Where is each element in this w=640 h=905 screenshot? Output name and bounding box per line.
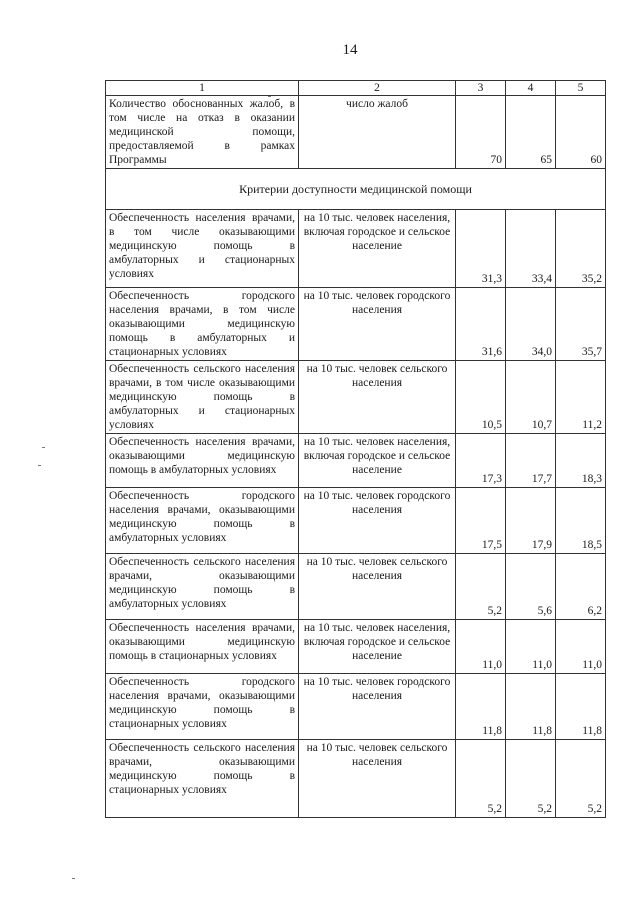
value-cell-col4: 33,4 <box>506 210 556 288</box>
unit-cell: на 10 тыс. человек сельского населения <box>299 554 456 620</box>
scan-speck <box>38 465 41 466</box>
value-cell-col4: 11,8 <box>506 674 556 740</box>
value-cell-col5: 35,7 <box>556 288 606 361</box>
unit-cell: на 10 тыс. человек сельского населения <box>299 361 456 434</box>
indicator-name-cell: Обеспеченность сельского населения врачами, оказывающими медицинскую помощь в стационарных условиях <box>106 740 299 818</box>
scan-speck <box>268 96 271 97</box>
column-header-2: 2 <box>299 81 456 96</box>
table-row <box>106 488 606 554</box>
value-cell-col4: 10,7 <box>506 361 556 434</box>
value-cell-col3: 17,5 <box>456 488 506 554</box>
value-cell-col4: 65 <box>506 96 556 169</box>
value-cell-col3: 11,8 <box>456 674 506 740</box>
value-cell-col3: 31,6 <box>456 288 506 361</box>
value-cell-col3: 17,3 <box>456 434 506 488</box>
value-cell-col5: 60 <box>556 96 606 169</box>
table-row <box>106 96 606 169</box>
table-row <box>106 620 606 674</box>
value-cell-col5: 11,8 <box>556 674 606 740</box>
table-header-row <box>106 81 606 96</box>
indicator-name-cell: Обеспеченность населения врачами, оказывающими медицинскую помощь в амбулаторных условиях <box>106 434 299 488</box>
unit-cell: на 10 тыс. человек городского населения <box>299 488 456 554</box>
value-cell-col4: 17,9 <box>506 488 556 554</box>
page-number: 14 <box>342 42 358 58</box>
column-header-1: 1 <box>106 81 299 96</box>
unit-cell: на 10 тыс. человек населения, включая городское и сельское население <box>299 620 456 674</box>
value-cell-col4: 11,0 <box>506 620 556 674</box>
section-title: Критерии доступности медицинской помощи <box>106 169 606 210</box>
table-row <box>106 740 606 818</box>
indicator-name-cell: Обеспеченность сельского населения врачами, в том числе оказывающими медицинскую помощь в амбулаторных и стационарных условиях <box>106 361 299 434</box>
value-cell-col3: 11,0 <box>456 620 506 674</box>
indicator-name-cell: Количество обоснованных жалоб, в том числе на отказ в оказании медицинской помощи, предоставляемой в рамках Программы <box>106 96 299 169</box>
table-body <box>106 81 606 818</box>
value-cell-col5: 6,2 <box>556 554 606 620</box>
column-header-3: 3 <box>456 81 506 96</box>
value-cell-col4: 17,7 <box>506 434 556 488</box>
unit-cell: на 10 тыс. человек городского населения <box>299 288 456 361</box>
table-row <box>106 434 606 488</box>
scan-speck <box>72 878 75 879</box>
value-cell-col5: 35,2 <box>556 210 606 288</box>
value-cell-col3: 5,2 <box>456 740 506 818</box>
unit-cell: на 10 тыс. человек населения, включая городское и сельское население <box>299 210 456 288</box>
indicator-name-cell: Обеспеченность городского населения врачами, оказывающими медицинскую помощь в амбулаторных условиях <box>106 488 299 554</box>
table-row <box>106 288 606 361</box>
table-row <box>106 554 606 620</box>
indicator-name-cell: Обеспеченность населения врачами, оказывающими медицинскую помощь в стационарных условиях <box>106 620 299 674</box>
scan-speck <box>42 447 45 448</box>
unit-cell: на 10 тыс. человек населения, включая городское и сельское население <box>299 434 456 488</box>
section-header-row <box>106 169 606 210</box>
value-cell-col4: 34,0 <box>506 288 556 361</box>
value-cell-col5: 5,2 <box>556 740 606 818</box>
value-cell-col5: 11,0 <box>556 620 606 674</box>
indicator-name-cell: Обеспеченность городского населения врачами, в том числе оказывающими медицинскую помощь в амбулаторных и стационарных условиях <box>106 288 299 361</box>
indicator-name-cell: Обеспеченность сельского населения врачами, оказывающими медицинскую помощь в амбулаторных условиях <box>106 554 299 620</box>
table-row <box>106 361 606 434</box>
unit-cell: число жалоб <box>299 96 456 169</box>
criteria-table <box>105 80 606 818</box>
table-row <box>106 674 606 740</box>
column-header-4: 4 <box>506 81 556 96</box>
value-cell-col5: 18,5 <box>556 488 606 554</box>
value-cell-col4: 5,6 <box>506 554 556 620</box>
value-cell-col4: 5,2 <box>506 740 556 818</box>
value-cell-col3: 31,3 <box>456 210 506 288</box>
unit-cell: на 10 тыс. человек сельского населения <box>299 740 456 818</box>
table-row <box>106 210 606 288</box>
value-cell-col3: 5,2 <box>456 554 506 620</box>
indicator-name-cell: Обеспеченность населения врачами, в том числе оказывающими медицинскую помощь в амбулаторных и стационарных условиях <box>106 210 299 288</box>
indicator-name-cell: Обеспеченность городского населения врачами, оказывающими медицинскую помощь в стационарных условиях <box>106 674 299 740</box>
value-cell-col5: 11,2 <box>556 361 606 434</box>
value-cell-col5: 18,3 <box>556 434 606 488</box>
value-cell-col3: 70 <box>456 96 506 169</box>
unit-cell: на 10 тыс. человек городского населения <box>299 674 456 740</box>
value-cell-col3: 10,5 <box>456 361 506 434</box>
column-header-5: 5 <box>556 81 606 96</box>
